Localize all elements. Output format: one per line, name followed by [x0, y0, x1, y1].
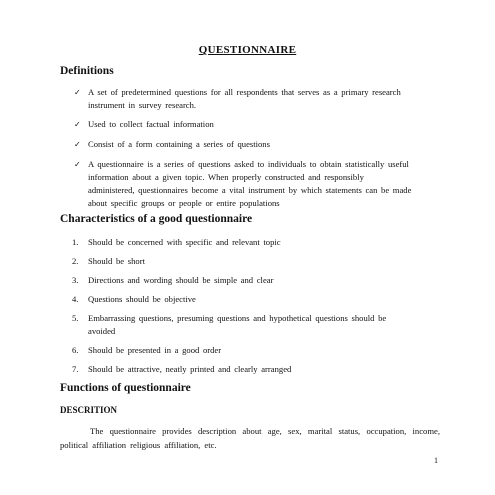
- checkmark-icon: ✓: [74, 88, 81, 97]
- definition-line: A set of predetermined questions for all respondents that serves as a primary research: [88, 87, 401, 97]
- characteristic-line: Should be concerned with specific and relevant topic: [88, 237, 281, 247]
- checkmark-icon: ✓: [74, 160, 81, 169]
- characteristic-line: Embarrassing questions, presuming questions and hypothetical questions should be: [88, 313, 387, 323]
- characteristic-line: Should be short: [88, 256, 145, 266]
- definition-line: Used to collect factual information: [88, 119, 214, 129]
- item-number: 2.: [72, 256, 79, 266]
- checkmark-icon: ✓: [74, 140, 81, 149]
- definition-text: [88, 138, 438, 151]
- definition-line: information about a given topic. When properly constructed and responsibly: [88, 172, 364, 182]
- characteristic-text: [88, 344, 438, 357]
- definition-line: administered, questionnaires become a vital instrument by which statements can be made: [88, 185, 412, 195]
- characteristic-text: [88, 274, 438, 287]
- functions-heading: Functions of questionnaire: [60, 382, 191, 394]
- item-number: 7.: [72, 364, 79, 374]
- characteristic-text: [88, 312, 438, 338]
- item-number: 5.: [72, 313, 79, 323]
- definition-line: instrument in survey research.: [88, 100, 197, 110]
- characteristic-text: [88, 255, 438, 268]
- definition-text: [88, 118, 438, 131]
- page-number: 1: [434, 456, 438, 465]
- characteristic-line: avoided: [88, 326, 116, 336]
- characteristic-text: [88, 236, 438, 249]
- definition-line: Consist of a form containing a series of questions: [88, 139, 270, 149]
- characteristic-line: Should be attractive, neatly printed and clearly arranged: [88, 364, 292, 374]
- checkmark-icon: ✓: [74, 120, 81, 129]
- page-title: QUESTIONNAIRE: [198, 44, 297, 56]
- characteristic-line: Should be presented in a good order: [88, 345, 222, 355]
- definition-text: [88, 158, 438, 210]
- characteristic-text: [88, 363, 438, 376]
- definitions-heading: Definitions: [60, 65, 114, 77]
- characteristics-heading: Characteristics of a good questionnaire: [60, 213, 253, 225]
- characteristic-line: Questions should be objective: [88, 294, 196, 304]
- item-number: 6.: [72, 345, 79, 355]
- characteristic-line: Directions and wording should be simple and clear: [88, 275, 274, 285]
- characteristic-text: [88, 293, 438, 306]
- definition-line: A questionnaire is a series of questions asked to individuals to obtain statistically useful: [88, 159, 409, 169]
- definition-text: [88, 86, 438, 112]
- item-number: 1.: [72, 237, 79, 247]
- description-subheading: DESCRITION: [60, 405, 118, 415]
- item-number: 3.: [72, 275, 79, 285]
- item-number: 4.: [72, 294, 79, 304]
- definition-line: about specific groups or people or entire populations: [88, 198, 280, 208]
- description-paragraph: The questionnaire provides description about age, sex, marital status, occupation, income, political affiliation religious affiliation, etc.: [60, 426, 440, 450]
